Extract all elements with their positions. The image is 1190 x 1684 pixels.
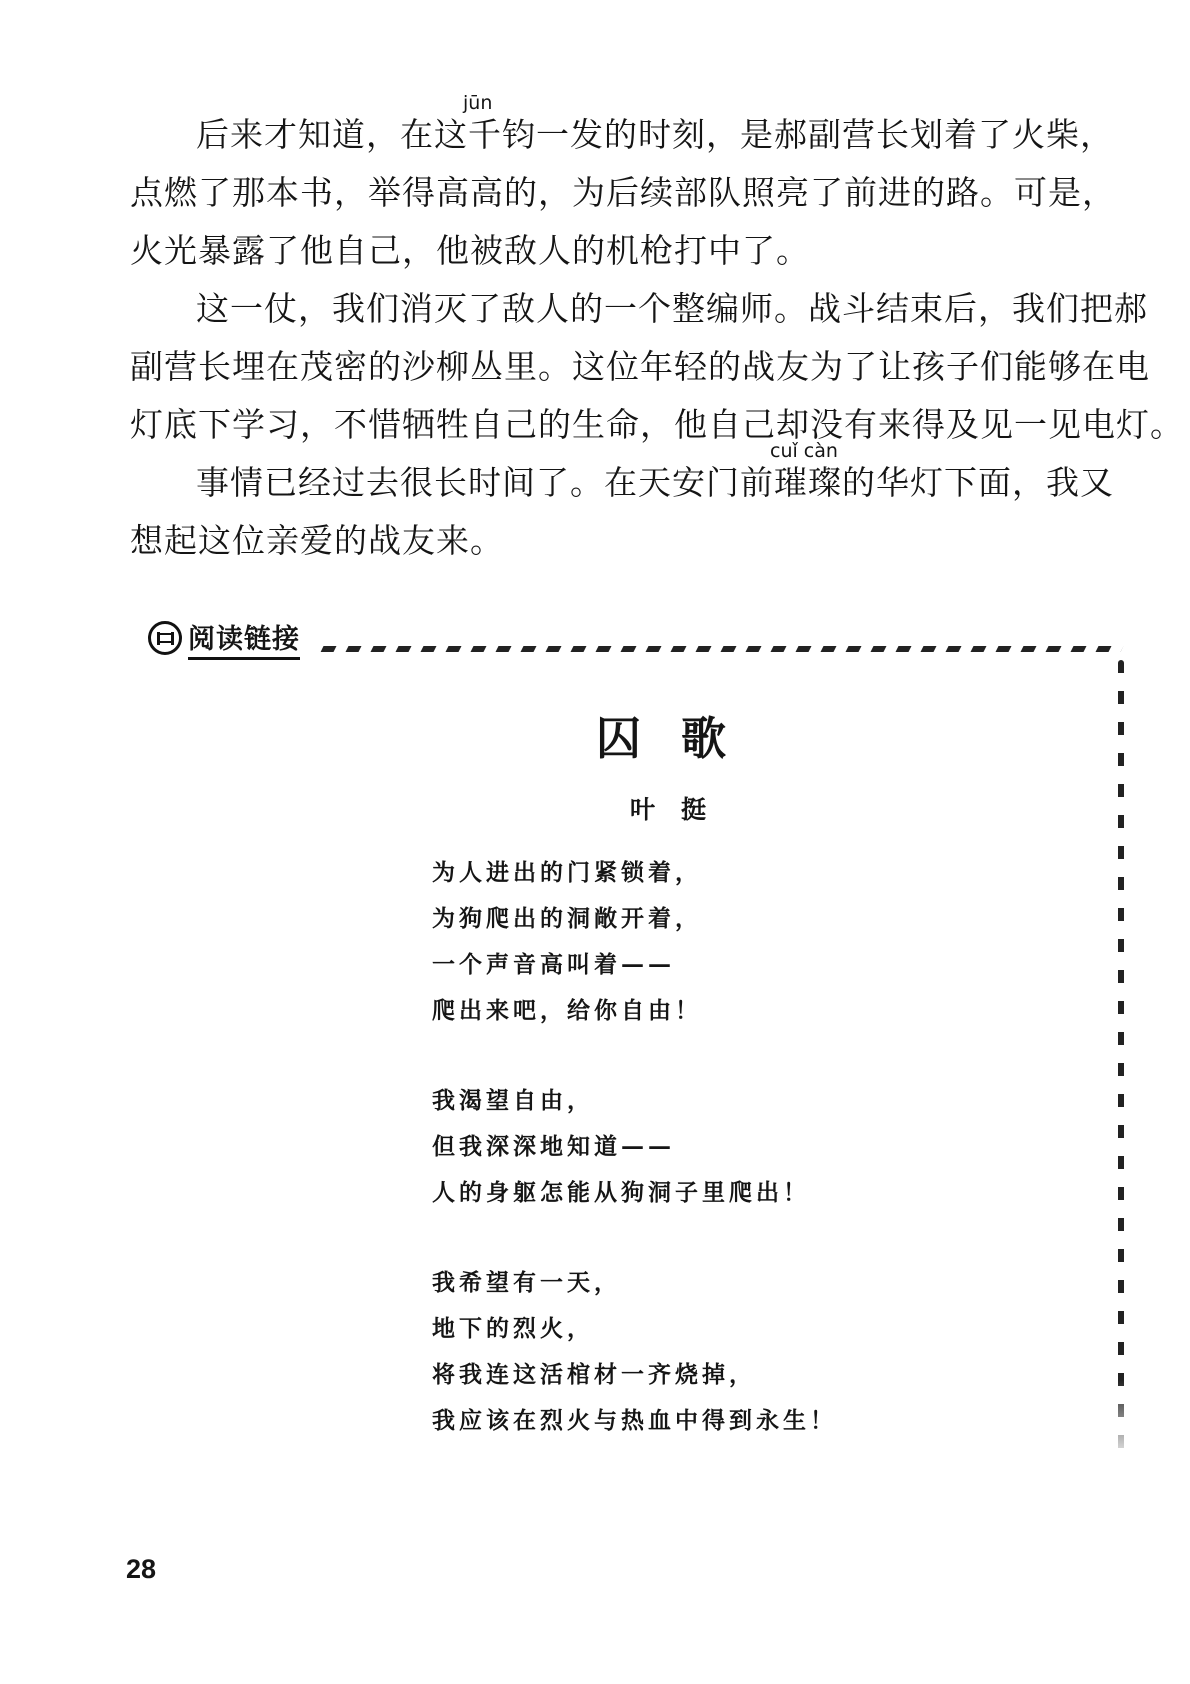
paragraph-line: 副营长埋在茂密的沙柳丛里。这位年轻的战友为了让孩子们能够在电 xyxy=(130,347,1150,386)
frame-fade xyxy=(1110,1380,1135,1480)
poem-line: 为狗爬出的洞敞开着， xyxy=(432,905,702,932)
paragraph-3 xyxy=(130,440,1125,570)
story-text xyxy=(130,92,1184,570)
poem-line: 为人进出的门紧锁着， xyxy=(432,859,702,886)
poem-line: 人的身躯怎能从狗洞子里爬出！ xyxy=(432,1179,810,1206)
poem-line: 地下的烈火， xyxy=(432,1315,594,1342)
reading-link-header xyxy=(148,618,300,658)
paragraph-line: 灯底下学习，不惜牺牲自己的生命，他自己却没有来得及见一见电灯。 xyxy=(130,405,1184,444)
poem-body xyxy=(432,850,837,1488)
poem-line: 但我深深地知道—— xyxy=(432,1133,675,1160)
paragraph-line: 火光暴露了他自己，他被敌人的机枪打中了。 xyxy=(130,231,810,270)
poem-author: 叶挺 xyxy=(629,795,732,824)
paragraph-line: 这一仗，我们消灭了敌人的一个整编师。战斗结束后，我们把郝 xyxy=(196,289,1148,328)
reading-link-title: 阅读链接 xyxy=(188,617,300,660)
page-number: 28 xyxy=(126,1554,157,1584)
poem-line: 我希望有一天， xyxy=(432,1269,621,1296)
poem-line: 我应该在烈火与热血中得到永生！ xyxy=(432,1407,837,1434)
poem-title: 囚歌 xyxy=(595,712,766,765)
poem-line: 我渴望自由， xyxy=(432,1087,594,1114)
paragraph-1 xyxy=(130,92,1125,280)
pinyin-annotation: jūn xyxy=(463,92,493,114)
paragraph-line: cuǐ càn 事情已经过去很长时间了。在天安门前璀璨的华灯下面，我又 xyxy=(196,440,1114,502)
paragraph-line: 想起这位亲爱的战友来。 xyxy=(130,521,504,560)
poem-line: 将我连这活棺材一齐烧掉， xyxy=(432,1361,756,1388)
paragraph-line: 点燃了那本书，举得高高的，为后续部队照亮了前进的路。可是， xyxy=(130,173,1116,212)
poem-line: 一个声音高叫着—— xyxy=(432,951,675,978)
poem-stanza xyxy=(432,1260,837,1444)
paragraph-line: jūn 后来才知道，在这千钧一发的时刻，是郝副营长划着了火柴， xyxy=(196,92,1114,154)
poem-line: 爬出来吧，给你自由！ xyxy=(432,997,702,1024)
dashed-frame-top xyxy=(321,646,1124,652)
poem-stanza xyxy=(432,850,837,1034)
poem-stanza xyxy=(432,1078,837,1216)
book-icon xyxy=(148,621,182,655)
dashed-frame-right xyxy=(1118,660,1124,1460)
paragraph-2 xyxy=(130,280,1184,454)
pinyin-annotation: cuǐ càn xyxy=(770,440,838,462)
